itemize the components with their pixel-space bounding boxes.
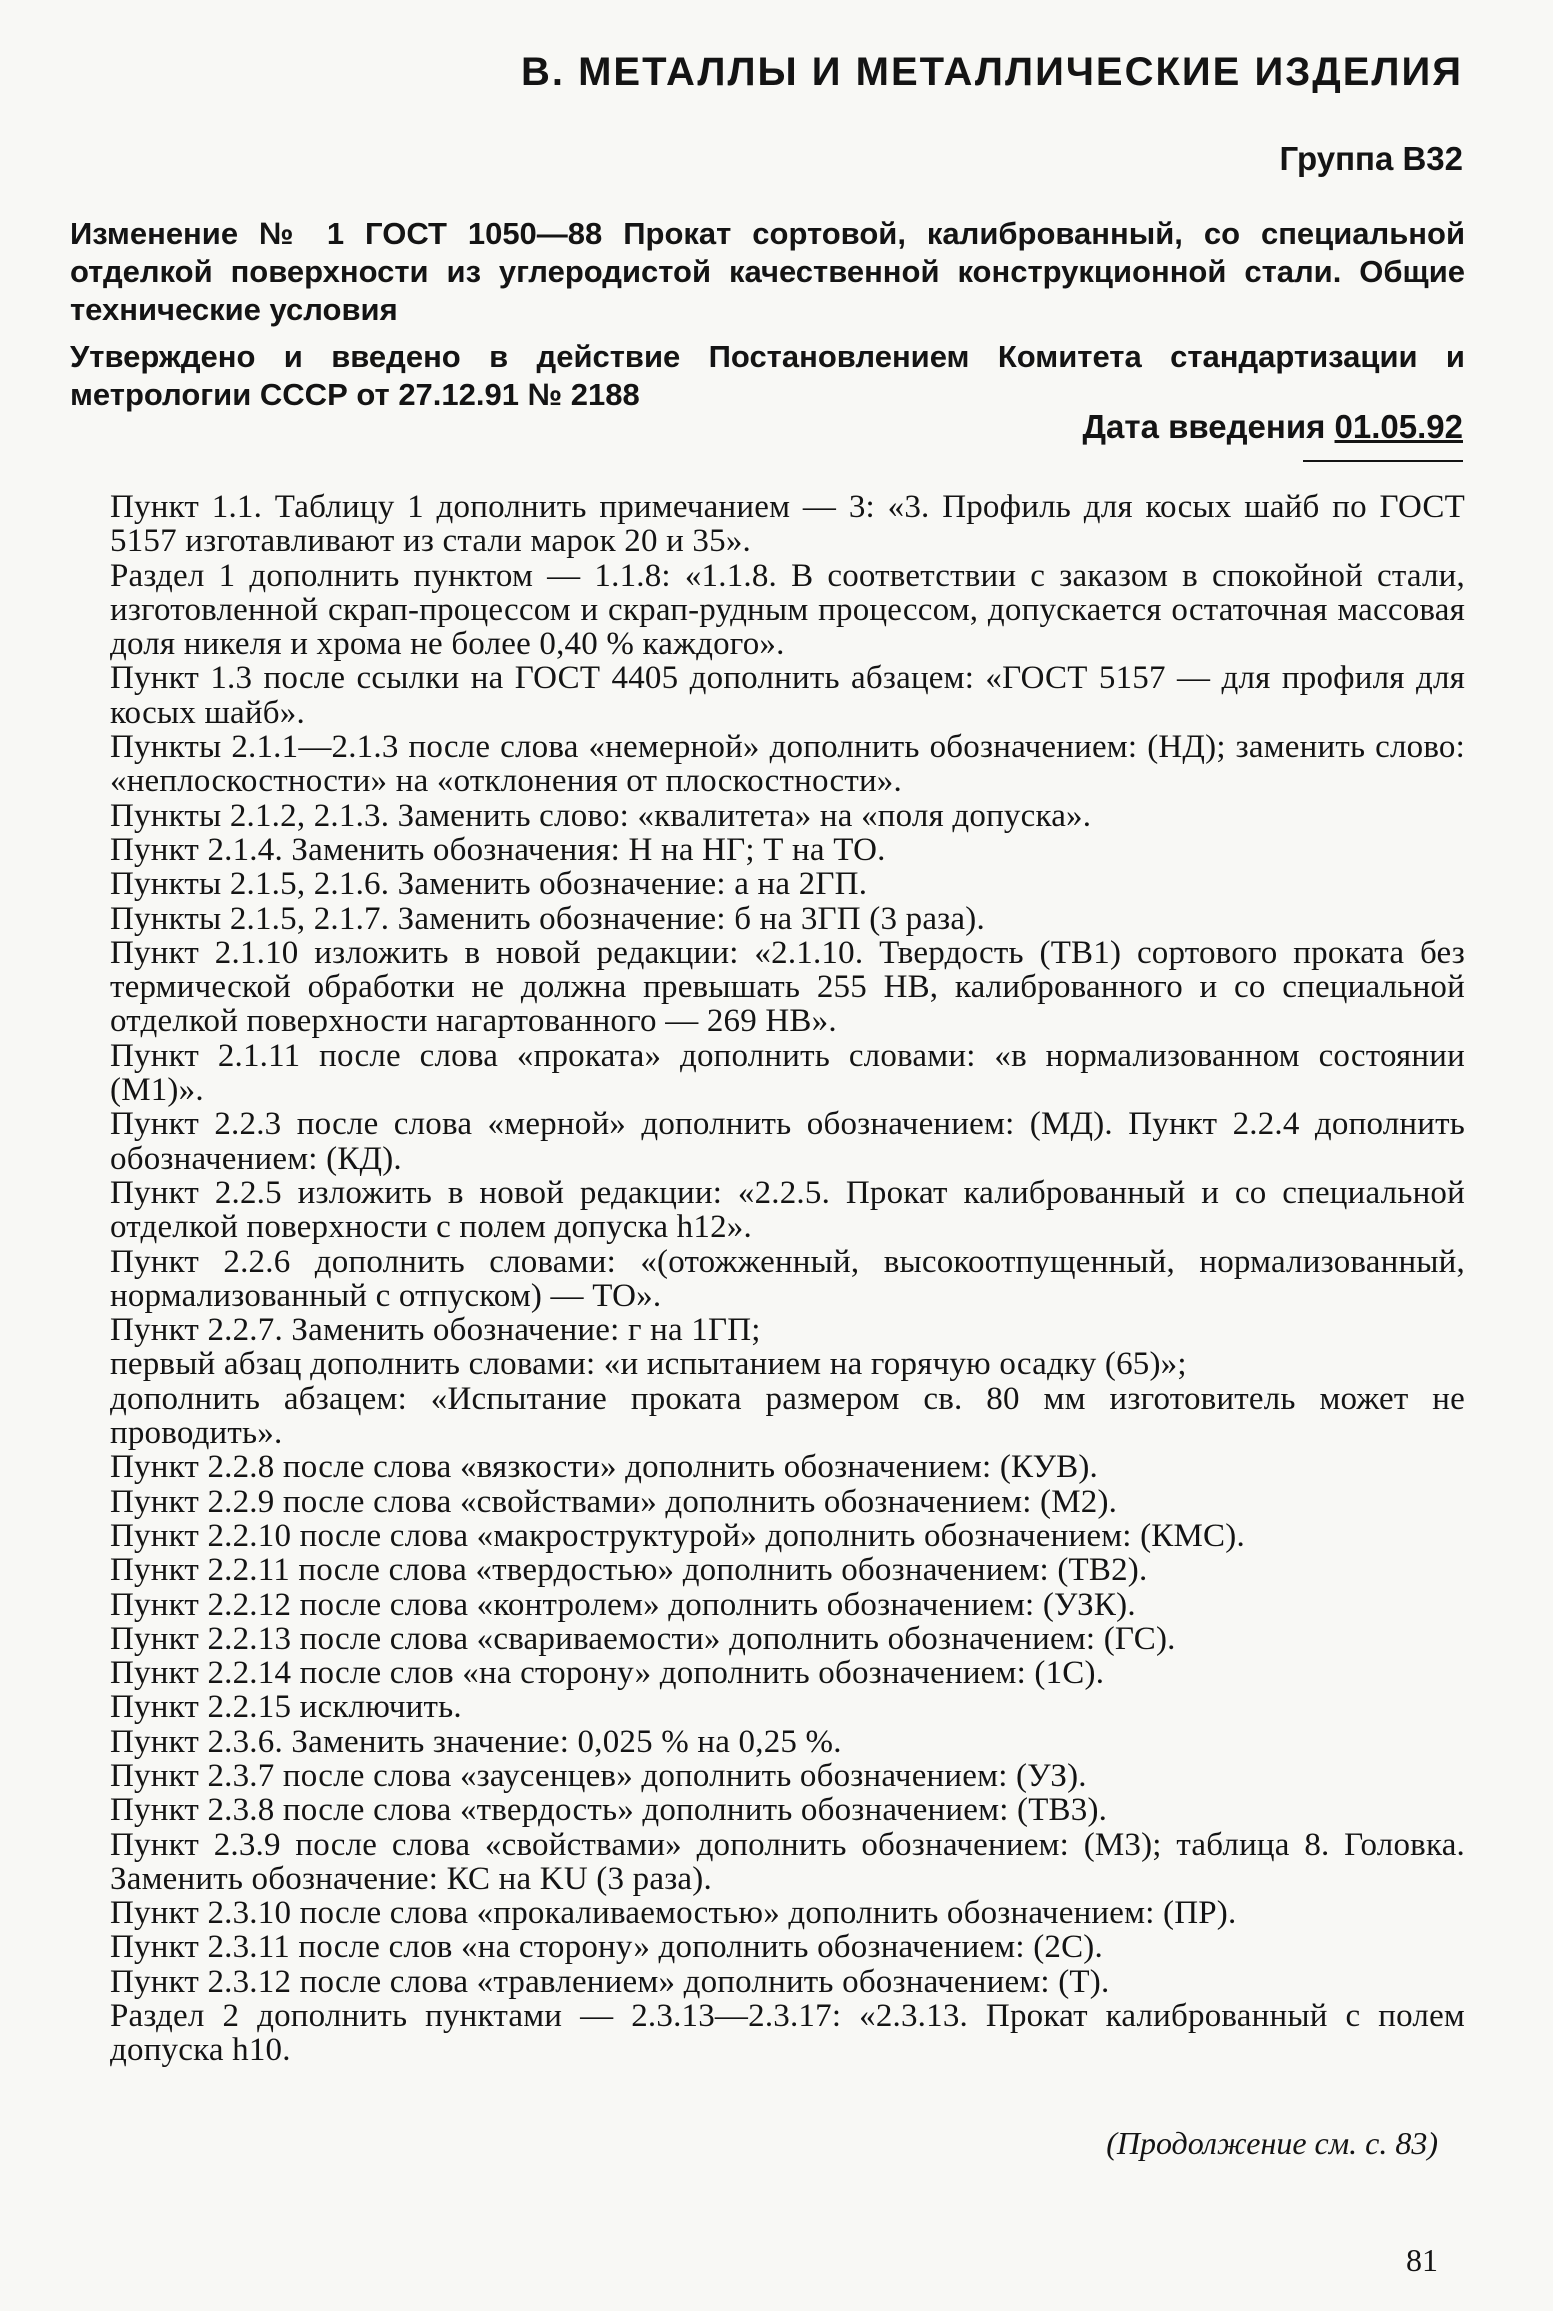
header-rule bbox=[1303, 460, 1463, 462]
amendment-paragraph: Пункт 1.1. Таблицу 1 дополнить примечанием — 3: «3. Профиль для косых шайб по ГОСТ 5157 изготавливают из стали марок 20 и 35». bbox=[110, 489, 1465, 560]
amendment-paragraph: Пункт 2.2.6 дополнить словами: «(отожженный, высокоотпущенный, нормализованный, нормализованный с отпуском) — ТО». bbox=[110, 1243, 1465, 1314]
change-title: Изменение № 1 ГОСТ 1050—88 Прокат сортовой, калиброванный, со специальной отделкой поверхности из углеродистой качественной конструкционной стали. Общие технические условия bbox=[70, 216, 1465, 327]
amendment-paragraph: Пункт 1.3 после ссылки на ГОСТ 4405 дополнить абзацем: «ГОСТ 5157 — для профиля для косых шайб». bbox=[110, 660, 1465, 731]
amendment-paragraph: Пункт 2.1.11 после слова «проката» дополнить словами: «в нормализованном состоянии (М1)». bbox=[110, 1037, 1465, 1109]
amendment-paragraph: Пункты 2.1.2, 2.1.3. Заменить слово: «квалитета» на «поля допуска». bbox=[110, 797, 1092, 834]
amendment-paragraph: Пункт 2.2.7. Заменить обозначение: г на 1ГП; bbox=[110, 1312, 761, 1349]
date-label: Дата введения bbox=[1082, 408, 1326, 445]
amendment-paragraph: первый абзац дополнить словами: «и испытанием на горячую осадку (65)»; bbox=[110, 1346, 1187, 1383]
introduction-date bbox=[1083, 408, 1463, 446]
amendment-paragraph: Пункты 2.1.5, 2.1.6. Заменить обозначение: а на 2ГП. bbox=[110, 866, 868, 903]
amendment-body bbox=[110, 490, 1465, 2068]
amendment-paragraph: Пункт 2.1.10 изложить в новой редакции: «2.1.10. Твердость (ТВ1) сортового проката без термической обработки не должна превышать 255 НВ, калиброванного и со специальной отделкой поверхности нагартованного — 269 НВ». bbox=[110, 934, 1465, 1040]
amendment-paragraph: Раздел 2 дополнить пунктами — 2.3.13—2.3.17: «2.3.13. Прокат калиброванный с полем допуска h10. bbox=[110, 1998, 1465, 2069]
group-code: Группа В32 bbox=[1279, 140, 1463, 177]
approval-statement: Утверждено и введено в действие Постановлением Комитета стандартизации и метрологии СССР от 27.12.91 № 2188 bbox=[70, 339, 1465, 412]
amendment-paragraph: Пункт 2.2.5 изложить в новой редакции: «2.2.5. Прокат калиброванный и со специальной отделкой поверхности с полем допуска h12». bbox=[110, 1174, 1465, 1246]
amendment-paragraph: Пункт 2.2.3 после слова «мерной» дополнить обозначением: (МД). Пункт 2.2.4 дополнить обозначением: (КД). bbox=[110, 1106, 1465, 1177]
amendment-paragraph: Пункты 2.1.5, 2.1.7. Заменить обозначение: б на 3ГП (3 раза). bbox=[110, 900, 985, 937]
amendment-paragraph: Пункт 2.3.12 после слова «травлением» дополнить обозначением: (Т). bbox=[110, 1963, 1110, 2000]
amendment-paragraph: Пункт 2.3.7 после слова «заусенцев» дополнить обозначением: (УЗ). bbox=[110, 1757, 1087, 1794]
amendment-paragraph: Пункты 2.1.1—2.1.3 после слова «немерной» дополнить обозначением: (НД); заменить слово: «неплоскостности» на «отклонения от плоскостности». bbox=[110, 729, 1465, 800]
page-number: 81 bbox=[1406, 2242, 1438, 2278]
amendment-paragraph: Пункт 2.2.10 после слова «макроструктурой» дополнить обозначением: (КМС). bbox=[110, 1517, 1245, 1554]
amendment-paragraph: Пункт 2.3.8 после слова «твердость» дополнить обозначением: (ТВ3). bbox=[110, 1792, 1108, 1829]
amendment-paragraph: Пункт 2.2.11 после слова «твердостью» дополнить обозначением: (ТВ2). bbox=[110, 1552, 1148, 1589]
amendment-paragraph: Пункт 2.1.4. Заменить обозначения: Н на НГ; Т на ТО. bbox=[110, 831, 886, 868]
amendment-paragraph: Пункт 2.3.11 после слов «на сторону» дополнить обозначением: (2С). bbox=[110, 1929, 1103, 1966]
continuation-note: (Продолжение см. с. 83) bbox=[1106, 2125, 1438, 2161]
amendment-paragraph: Пункт 2.2.9 после слова «свойствами» дополнить обозначением: (М2). bbox=[110, 1483, 1118, 1520]
amendment-paragraph: Пункт 2.2.15 исключить. bbox=[110, 1689, 462, 1726]
amendment-paragraph: Раздел 1 дополнить пунктом — 1.1.8: «1.1.8. В соответствии с заказом в спокойной стали, изготовленной скрап-процессом и скрап-рудным процессом, допускается остаточная массовая доля никеля и хрома не более 0,40 % каждого». bbox=[110, 557, 1465, 663]
amendment-paragraph: Пункт 2.2.14 после слов «на сторону» дополнить обозначением: (1С). bbox=[110, 1655, 1105, 1692]
amendment-paragraph: дополнить абзацем: «Испытание проката размером св. 80 мм изготовитель может не проводить». bbox=[110, 1380, 1465, 1452]
amendment-paragraph: Пункт 2.3.10 после слова «прокаливаемостью» дополнить обозначением: (ПР). bbox=[110, 1895, 1237, 1932]
date-value: 01.05.92 bbox=[1334, 408, 1463, 445]
amendment-paragraph: Пункт 2.2.12 после слова «контролем» дополнить обозначением: (УЗК). bbox=[110, 1586, 1136, 1623]
amendment-paragraph: Пункт 2.2.13 после слова «свариваемости» дополнить обозначением: (ГС). bbox=[110, 1620, 1176, 1657]
amendment-paragraph: Пункт 2.3.9 после слова «свойствами» дополнить обозначением: (М3); таблица 8. Головка. Заменить обозначение: КС на KU (3 раза). bbox=[110, 1826, 1465, 1897]
amendment-paragraph: Пункт 2.3.6. Заменить значение: 0,025 % на 0,25 %. bbox=[110, 1723, 842, 1760]
amendment-paragraph: Пункт 2.2.8 после слова «вязкости» дополнить обозначением: (КУВ). bbox=[110, 1449, 1098, 1486]
section-title: В. МЕТАЛЛЫ И МЕТАЛЛИЧЕСКИЕ ИЗДЕЛИЯ bbox=[520, 50, 1463, 94]
